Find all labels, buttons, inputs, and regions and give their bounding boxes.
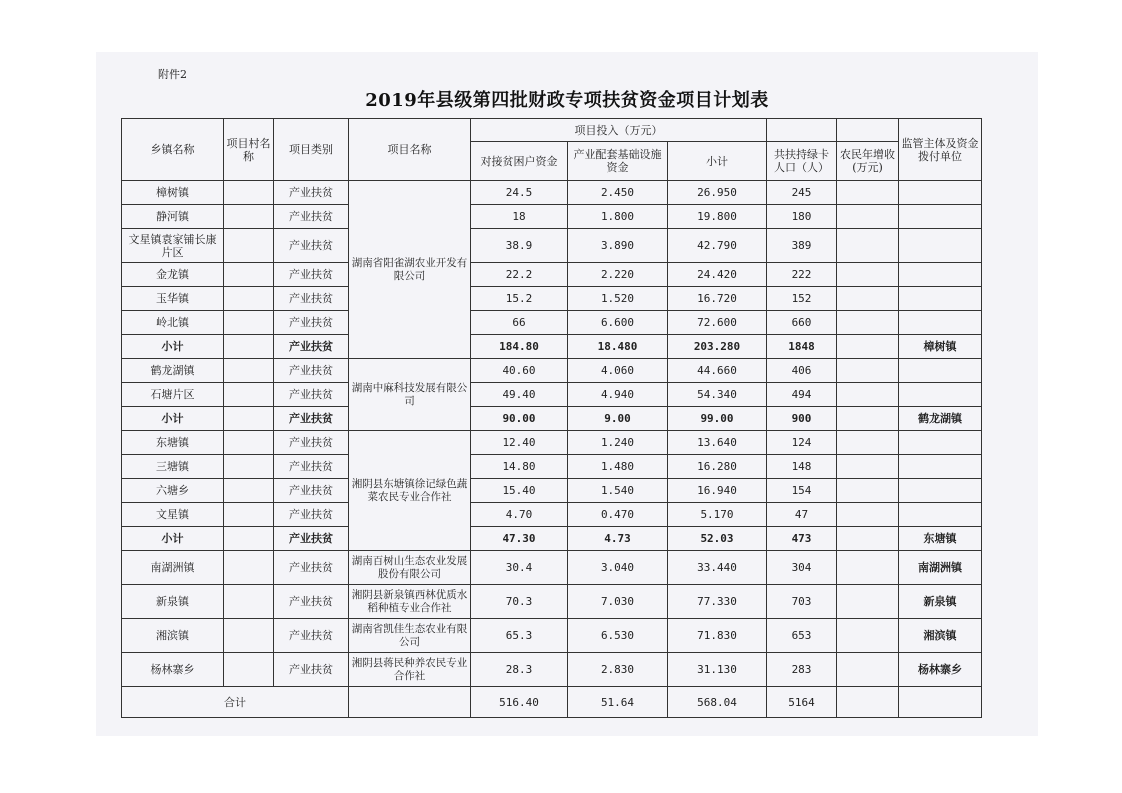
cell-income	[837, 383, 899, 407]
cell-village	[224, 311, 274, 335]
cell-subtotal: 31.130	[668, 653, 767, 687]
cell-supervisor	[899, 263, 982, 287]
cell-village	[224, 551, 274, 585]
cell-subtotal: 16.280	[668, 455, 767, 479]
cell-town: 南湖洲镇	[122, 551, 224, 585]
cell-supervisor	[899, 687, 982, 718]
cell-type: 产业扶贫	[274, 431, 349, 455]
cell-town: 湘滨镇	[122, 619, 224, 653]
cell-type: 产业扶贫	[274, 479, 349, 503]
cell-company: 湖南中麻科技发展有限公司	[349, 359, 471, 431]
cell-village	[224, 653, 274, 687]
cell-direct: 12.40	[471, 431, 568, 455]
cell-direct: 30.4	[471, 551, 568, 585]
cell-town: 新泉镇	[122, 585, 224, 619]
cell-income	[837, 287, 899, 311]
cell-population: 900	[767, 407, 837, 431]
cell-direct: 28.3	[471, 653, 568, 687]
cell-income	[837, 263, 899, 287]
cell-population: 406	[767, 359, 837, 383]
cell-town: 石塘片区	[122, 383, 224, 407]
cell-income	[837, 359, 899, 383]
cell-town: 三塘镇	[122, 455, 224, 479]
header-supervisor: 监管主体及资金拨付单位	[899, 119, 982, 181]
cell-income	[837, 455, 899, 479]
cell-company: 湘阴县蒋民种养农民专业合作社	[349, 653, 471, 687]
cell-subtotal-label: 小计	[122, 527, 224, 551]
cell-subtotal-label: 小计	[122, 335, 224, 359]
cell-direct: 49.40	[471, 383, 568, 407]
cell-infra: 51.64	[568, 687, 668, 718]
cell-direct: 40.60	[471, 359, 568, 383]
cell-supervisor: 南湖洲镇	[899, 551, 982, 585]
cell-company: 湖南百树山生态农业发展股份有限公司	[349, 551, 471, 585]
cell-direct: 65.3	[471, 619, 568, 653]
cell-infra: 4.940	[568, 383, 668, 407]
header-town: 乡镇名称	[122, 119, 224, 181]
cell-direct: 47.30	[471, 527, 568, 551]
cell-type: 产业扶贫	[274, 585, 349, 619]
cell-type: 产业扶贫	[274, 407, 349, 431]
cell-type: 产业扶贫	[274, 359, 349, 383]
cell-type: 产业扶贫	[274, 527, 349, 551]
cell-population: 660	[767, 311, 837, 335]
cell-population: 222	[767, 263, 837, 287]
cell-type: 产业扶贫	[274, 383, 349, 407]
cell-town: 文星镇	[122, 503, 224, 527]
cell-type: 产业扶贫	[274, 653, 349, 687]
cell-town: 文星镇袁家铺长康片区	[122, 229, 224, 263]
cell-subtotal: 203.280	[668, 335, 767, 359]
header-population: 共扶持绿卡人口（人）	[767, 142, 837, 181]
cell-infra: 18.480	[568, 335, 668, 359]
cell-income	[837, 311, 899, 335]
cell-infra: 9.00	[568, 407, 668, 431]
cell-supervisor: 东塘镇	[899, 527, 982, 551]
cell-income	[837, 619, 899, 653]
cell-infra: 2.830	[568, 653, 668, 687]
cell-subtotal: 42.790	[668, 229, 767, 263]
cell-supervisor: 鹤龙湖镇	[899, 407, 982, 431]
cell-subtotal: 568.04	[668, 687, 767, 718]
cell-company: 湖南省凯佳生态农业有限公司	[349, 619, 471, 653]
header-infra: 产业配套基础设施资金	[568, 142, 668, 181]
header-direct: 对接贫困户资金	[471, 142, 568, 181]
cell-population: 1848	[767, 335, 837, 359]
cell-town: 岭北镇	[122, 311, 224, 335]
cell-direct: 14.80	[471, 455, 568, 479]
cell-total-label: 合计	[122, 687, 349, 718]
cell-supervisor	[899, 181, 982, 205]
cell-subtotal: 44.660	[668, 359, 767, 383]
cell-infra: 6.530	[568, 619, 668, 653]
cell-population: 180	[767, 205, 837, 229]
cell-supervisor	[899, 311, 982, 335]
cell-supervisor: 新泉镇	[899, 585, 982, 619]
cell-town: 樟树镇	[122, 181, 224, 205]
cell-population: 152	[767, 287, 837, 311]
cell-supervisor	[899, 359, 982, 383]
header-blank	[837, 119, 899, 142]
cell-supervisor	[899, 479, 982, 503]
cell-income	[837, 527, 899, 551]
header-type: 项目类别	[274, 119, 349, 181]
cell-subtotal: 33.440	[668, 551, 767, 585]
cell-village	[224, 205, 274, 229]
cell-type: 产业扶贫	[274, 263, 349, 287]
document-title: 2019年县级第四批财政专项扶贫资金项目计划表	[365, 90, 769, 111]
cell-village	[224, 359, 274, 383]
cell-type: 产业扶贫	[274, 551, 349, 585]
cell-subtotal: 19.800	[668, 205, 767, 229]
cell-infra: 4.73	[568, 527, 668, 551]
funding-table	[121, 118, 982, 718]
cell-subtotal: 24.420	[668, 263, 767, 287]
cell-type: 产业扶贫	[274, 619, 349, 653]
cell-infra: 1.800	[568, 205, 668, 229]
cell-infra: 3.040	[568, 551, 668, 585]
cell-direct: 22.2	[471, 263, 568, 287]
cell-infra: 0.470	[568, 503, 668, 527]
header-income: 农民年增收(万元)	[837, 142, 899, 181]
cell-type: 产业扶贫	[274, 229, 349, 263]
cell-village	[224, 585, 274, 619]
cell-population: 283	[767, 653, 837, 687]
cell-supervisor	[899, 503, 982, 527]
cell-infra: 1.240	[568, 431, 668, 455]
cell-subtotal: 26.950	[668, 181, 767, 205]
cell-population: 494	[767, 383, 837, 407]
cell-direct: 70.3	[471, 585, 568, 619]
cell-direct: 90.00	[471, 407, 568, 431]
cell-direct: 38.9	[471, 229, 568, 263]
cell-village	[224, 455, 274, 479]
cell-subtotal: 54.340	[668, 383, 767, 407]
header-project: 项目名称	[349, 119, 471, 181]
cell-type: 产业扶贫	[274, 335, 349, 359]
cell-supervisor	[899, 229, 982, 263]
cell-village	[224, 503, 274, 527]
cell-income	[837, 205, 899, 229]
cell-infra: 7.030	[568, 585, 668, 619]
cell-population: 653	[767, 619, 837, 653]
cell-village	[224, 407, 274, 431]
cell-supervisor	[899, 431, 982, 455]
cell-company: 湘阴县新泉镇西林优质水稻种植专业合作社	[349, 585, 471, 619]
cell-population: 389	[767, 229, 837, 263]
header-subtotal: 小计	[668, 142, 767, 181]
cell-direct: 15.40	[471, 479, 568, 503]
cell-direct: 15.2	[471, 287, 568, 311]
cell-village	[224, 619, 274, 653]
cell-town: 杨林寨乡	[122, 653, 224, 687]
cell-infra: 2.450	[568, 181, 668, 205]
cell-supervisor	[899, 205, 982, 229]
cell-income	[837, 229, 899, 263]
cell-population: 124	[767, 431, 837, 455]
cell-type: 产业扶贫	[274, 205, 349, 229]
cell-company	[349, 687, 471, 718]
cell-income	[837, 479, 899, 503]
cell-direct: 516.40	[471, 687, 568, 718]
cell-infra: 1.540	[568, 479, 668, 503]
cell-subtotal: 99.00	[668, 407, 767, 431]
cell-infra: 2.220	[568, 263, 668, 287]
cell-village	[224, 431, 274, 455]
cell-infra: 6.600	[568, 311, 668, 335]
cell-direct: 184.80	[471, 335, 568, 359]
cell-supervisor	[899, 383, 982, 407]
cell-population: 5164	[767, 687, 837, 718]
cell-income	[837, 653, 899, 687]
cell-infra: 1.520	[568, 287, 668, 311]
cell-type: 产业扶贫	[274, 503, 349, 527]
cell-village	[224, 479, 274, 503]
cell-village	[224, 383, 274, 407]
cell-infra: 3.890	[568, 229, 668, 263]
cell-village	[224, 287, 274, 311]
cell-supervisor	[899, 287, 982, 311]
cell-population: 703	[767, 585, 837, 619]
cell-type: 产业扶贫	[274, 287, 349, 311]
cell-village	[224, 335, 274, 359]
cell-village	[224, 527, 274, 551]
cell-population: 245	[767, 181, 837, 205]
cell-subtotal: 72.600	[668, 311, 767, 335]
header-investment: 项目投入（万元）	[471, 119, 767, 142]
cell-income	[837, 407, 899, 431]
cell-income	[837, 585, 899, 619]
cell-town: 鹤龙湖镇	[122, 359, 224, 383]
cell-subtotal: 5.170	[668, 503, 767, 527]
cell-population: 473	[767, 527, 837, 551]
cell-town: 静河镇	[122, 205, 224, 229]
cell-population: 148	[767, 455, 837, 479]
cell-direct: 18	[471, 205, 568, 229]
cell-income	[837, 551, 899, 585]
cell-direct: 4.70	[471, 503, 568, 527]
attachment-label: 附件2	[158, 68, 187, 81]
cell-income	[837, 181, 899, 205]
cell-town: 六塘乡	[122, 479, 224, 503]
cell-village	[224, 181, 274, 205]
cell-village	[224, 263, 274, 287]
header-blank	[767, 119, 837, 142]
cell-type: 产业扶贫	[274, 455, 349, 479]
cell-infra: 1.480	[568, 455, 668, 479]
cell-population: 47	[767, 503, 837, 527]
cell-company: 湖南省阳雀湖农业开发有限公司	[349, 181, 471, 359]
cell-company: 湘阴县东塘镇徐记绿色蔬菜农民专业合作社	[349, 431, 471, 551]
cell-income	[837, 335, 899, 359]
header-village: 项目村名称	[224, 119, 274, 181]
cell-income	[837, 687, 899, 718]
cell-subtotal-label: 小计	[122, 407, 224, 431]
cell-population: 304	[767, 551, 837, 585]
cell-supervisor: 樟树镇	[899, 335, 982, 359]
cell-supervisor: 杨林寨乡	[899, 653, 982, 687]
cell-subtotal: 16.940	[668, 479, 767, 503]
cell-supervisor	[899, 455, 982, 479]
cell-direct: 66	[471, 311, 568, 335]
cell-subtotal: 16.720	[668, 287, 767, 311]
cell-infra: 4.060	[568, 359, 668, 383]
cell-town: 玉华镇	[122, 287, 224, 311]
cell-town: 东塘镇	[122, 431, 224, 455]
cell-supervisor: 湘滨镇	[899, 619, 982, 653]
cell-village	[224, 229, 274, 263]
cell-town: 金龙镇	[122, 263, 224, 287]
cell-subtotal: 77.330	[668, 585, 767, 619]
cell-type: 产业扶贫	[274, 181, 349, 205]
cell-direct: 24.5	[471, 181, 568, 205]
cell-income	[837, 503, 899, 527]
cell-income	[837, 431, 899, 455]
cell-subtotal: 52.03	[668, 527, 767, 551]
cell-subtotal: 13.640	[668, 431, 767, 455]
cell-population: 154	[767, 479, 837, 503]
cell-type: 产业扶贫	[274, 311, 349, 335]
cell-subtotal: 71.830	[668, 619, 767, 653]
